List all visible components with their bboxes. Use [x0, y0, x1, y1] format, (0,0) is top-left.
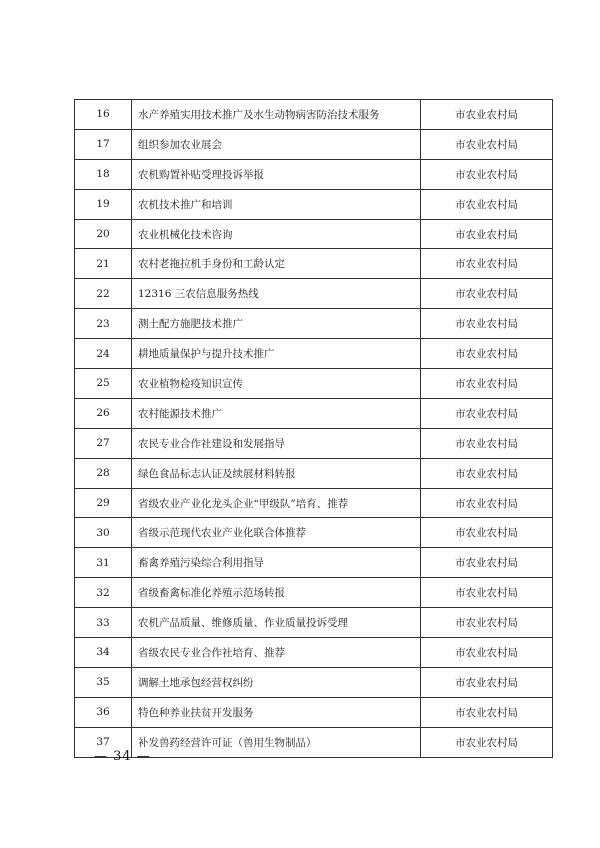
department: 市农业农村局: [421, 249, 553, 279]
row-number: 37: [75, 727, 132, 757]
service-name: 农机产品质量、维修质量、作业质量投诉受理: [132, 608, 421, 638]
service-name: 绿色食品标志认证及续展材料转报: [132, 458, 421, 488]
table-row: [75, 129, 553, 159]
table-row: [75, 518, 553, 548]
service-name: 水产养殖实用技术推广及水生动物病害防治技术服务: [132, 100, 421, 130]
department: 市农业农村局: [421, 608, 553, 638]
service-name: 农机技术推广和培训: [132, 189, 421, 219]
service-name: 农业植物检疫知识宣传: [132, 369, 421, 399]
table-row: [75, 159, 553, 189]
table-row: [75, 398, 553, 428]
service-name: 农业机械化技术咨询: [132, 219, 421, 249]
department: 市农业农村局: [421, 428, 553, 458]
table-row: [75, 100, 553, 130]
row-number: 20: [75, 219, 132, 249]
row-number: 35: [75, 667, 132, 697]
service-name: 省级农民专业合作社培育、推荐: [132, 638, 421, 668]
row-number: 22: [75, 279, 132, 309]
table-row: [75, 189, 553, 219]
row-number: 19: [75, 189, 132, 219]
service-name: 省级示范现代农业产业化联合体推荐: [132, 518, 421, 548]
department: 市农业农村局: [421, 458, 553, 488]
row-number: 31: [75, 548, 132, 578]
table-row: [75, 458, 553, 488]
department: 市农业农村局: [421, 159, 553, 189]
service-name: 特色种养业扶贫开发服务: [132, 697, 421, 727]
row-number: 33: [75, 608, 132, 638]
row-number: 28: [75, 458, 132, 488]
service-name: 农村能源技术推广: [132, 398, 421, 428]
service-name: 农村老拖拉机手身份和工龄认定: [132, 249, 421, 279]
department: 市农业农村局: [421, 100, 553, 130]
row-number: 29: [75, 488, 132, 518]
service-name: 农机购置补贴受理投诉举报: [132, 159, 421, 189]
page-number: — 34 —: [94, 749, 151, 764]
service-name: 耕地质量保护与提升技术推广: [132, 339, 421, 369]
table-row: [75, 548, 553, 578]
table-row: [75, 279, 553, 309]
department: 市农业农村局: [421, 279, 553, 309]
service-name: 畜禽养殖污染综合利用指导: [132, 548, 421, 578]
row-number: 27: [75, 428, 132, 458]
row-number: 30: [75, 518, 132, 548]
department: 市农业农村局: [421, 578, 553, 608]
department: 市农业农村局: [421, 638, 553, 668]
service-table-body: [75, 100, 553, 758]
department: 市农业农村局: [421, 727, 553, 757]
row-number: 26: [75, 398, 132, 428]
table-row: [75, 219, 553, 249]
row-number: 34: [75, 638, 132, 668]
department: 市农业农村局: [421, 667, 553, 697]
row-number: 18: [75, 159, 132, 189]
table-row: [75, 309, 553, 339]
service-table: [74, 99, 553, 758]
table-row: [75, 428, 553, 458]
service-name: 省级畜禽标准化养殖示范场转报: [132, 578, 421, 608]
service-name: 补发兽药经营许可证（兽用生物制品）: [132, 727, 421, 757]
table-row: [75, 667, 553, 697]
table-row: [75, 697, 553, 727]
row-number: 17: [75, 129, 132, 159]
table-row: [75, 369, 553, 399]
row-number: 16: [75, 100, 132, 130]
service-name: 12316 三农信息服务热线: [132, 279, 421, 309]
department: 市农业农村局: [421, 189, 553, 219]
department: 市农业农村局: [421, 398, 553, 428]
table-row: [75, 339, 553, 369]
row-number: 36: [75, 697, 132, 727]
row-number: 32: [75, 578, 132, 608]
department: 市农业农村局: [421, 518, 553, 548]
service-name: 省级农业产业化龙头企业“甲级队”培育、推荐: [132, 488, 421, 518]
department: 市农业农村局: [421, 219, 553, 249]
row-number: 21: [75, 249, 132, 279]
service-name: 组织参加农业展会: [132, 129, 421, 159]
service-name: 测土配方施肥技术推广: [132, 309, 421, 339]
row-number: 25: [75, 369, 132, 399]
department: 市农业农村局: [421, 129, 553, 159]
department: 市农业农村局: [421, 339, 553, 369]
department: 市农业农村局: [421, 309, 553, 339]
department: 市农业农村局: [421, 548, 553, 578]
table-row: [75, 249, 553, 279]
department: 市农业农村局: [421, 488, 553, 518]
department: 市农业农村局: [421, 369, 553, 399]
table-row: [75, 488, 553, 518]
department: 市农业农村局: [421, 697, 553, 727]
row-number: 23: [75, 309, 132, 339]
table-row: [75, 578, 553, 608]
table-row: [75, 638, 553, 668]
service-name: 农民专业合作社建设和发展指导: [132, 428, 421, 458]
table-row: [75, 608, 553, 638]
service-name: 调解土地承包经营权纠纷: [132, 667, 421, 697]
row-number: 24: [75, 339, 132, 369]
